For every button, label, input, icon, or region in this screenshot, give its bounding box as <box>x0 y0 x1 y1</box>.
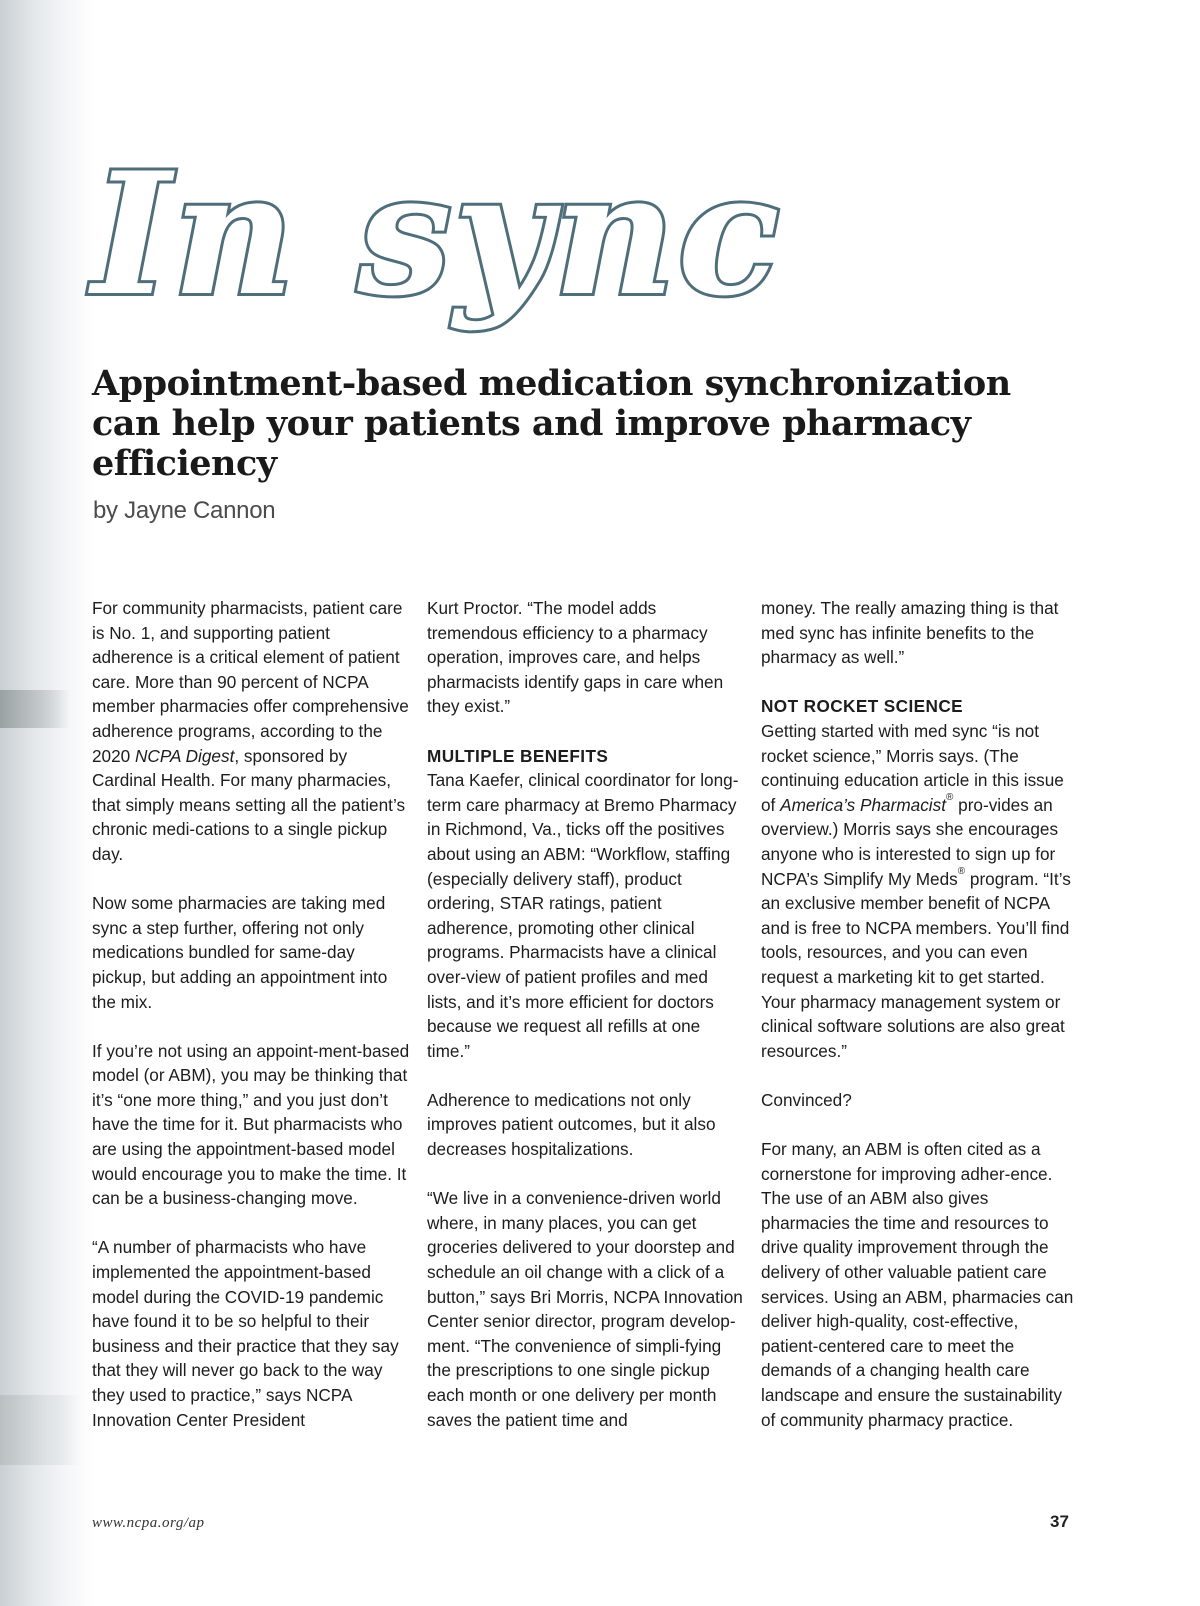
article-column-3 <box>761 596 1079 1457</box>
registered-mark: ® <box>945 791 954 803</box>
article-subtitle: Appointment-based medication synchronization can help your patients and improve pharmacy efficiency <box>92 363 1011 484</box>
publication-name: America’s Pharmacist <box>780 794 946 815</box>
article-title: In sync <box>92 135 782 333</box>
background-band <box>0 690 70 728</box>
paragraph-text: Tana Kaefer, clinical coordinator for long-term care pharmacy at Bremo Pharmacy in Richmond, Va., ticks off the positives about using an ABM: “Workflow, staffing (especially delivery staff), product ordering, STAR ratings, patient adherence, promoting other clinical programs. Pharmacists have a clinical over-view of patient profiles and med lists, and it’s more efficient for doctors because we request all refills at one time.” <box>427 770 739 1061</box>
registered-mark: ® <box>957 865 966 877</box>
paragraph-text: program. “It’s an exclusive member benefit of NCPA and is free to NCPA members. You’ll find tools, resources, and you can even request a marketing kit to get started. Your pharmacy management system or clinical software solutions are also great resources.” <box>761 868 1071 1061</box>
footer-url: www.ncpa.org/ap <box>92 1515 205 1531</box>
section <box>427 744 745 1064</box>
paragraph-text: pro-vides an overview.) Morris says she encourages anyone who is interested to sign up for NCPA’s Simplify My Meds <box>761 794 1059 889</box>
section <box>761 694 1079 1063</box>
background-band <box>0 1395 80 1465</box>
paragraph: “A number of pharmacists who have implemented the appointment-based model during the COVID-19 pandemic have found it to be so helpful to their business and their practice that they say that they will never go back to the way they used to practice,” says NCPA Innovation Center President <box>92 1237 399 1430</box>
paragraph-text: Getting started with med sync “is not rocket science,” Morris says. (The continuing education article in this issue of <box>761 720 1064 815</box>
section-heading: MULTIPLE BENEFITS <box>427 745 609 766</box>
section-heading: NOT ROCKET SCIENCE <box>761 696 964 717</box>
paragraph-text: For community pharmacists, patient care is No. 1, and supporting patient adherence is a critical element of patient care. More than 90 percent of NCPA member pharmacies offer comprehensive adherence programs, according to the 2020 <box>92 598 409 766</box>
paragraph: Adherence to medications not only improves patient outcomes, but it also decreases hospitalizations. <box>427 1089 716 1160</box>
paragraph: For many, an ABM is often cited as a cornerstone for improving adher-ence. The use of an ABM also gives pharmacies the time and resources to drive quality improvement through the delivery of other valuable patient care services. Using an ABM, pharmacies can deliver high-quality, cost-effective, patient-centered care to meet the demands of a changing health care landscape and ensure the sustainability of community pharmacy practice. <box>761 1139 1074 1430</box>
paragraph <box>92 596 410 867</box>
paragraph: If you’re not using an appoint-ment-based model (or ABM), you may be thinking that it’s “one more thing,” and you just don’t have the time for it. But pharmacists who are using the appointment-based model would encourage you to make the time. It can be a business-changing move. <box>92 1040 410 1209</box>
page-edge-shadow <box>0 0 95 1606</box>
paragraph-text: , sponsored by Cardinal Health. For many pharmacies, that simply means setting all the patient’s chronic medi-cations to a single pickup day. <box>92 745 406 864</box>
paragraph: Convinced? <box>761 1089 852 1110</box>
article-column-2 <box>427 596 745 1457</box>
byline: by Jayne Cannon <box>93 497 276 524</box>
paragraph: Now some pharmacies are taking med sync a step further, offering not only medications bundled for same-day pickup, but adding an appointment into the mix. <box>92 893 388 1012</box>
article-column-1 <box>92 596 410 1457</box>
paragraph: Kurt Proctor. “The model adds tremendous efficiency to a pharmacy operation, improves care, and helps pharmacists identify gaps in care when they exist.” <box>427 598 724 717</box>
paragraph: “We live in a convenience-driven world where, in many places, you can get groceries delivered to your doorstep and schedule an oil change with a click of a button,” says Bri Morris, NCPA Innovation Center senior director, program develop-ment. “The convenience of simpli-fying the prescriptions to one single pickup each month or one delivery per month saves the patient time and <box>427 1188 743 1430</box>
page-number: 37 <box>1050 1512 1069 1531</box>
publication-name: NCPA Digest <box>135 745 235 766</box>
paragraph: money. The really amazing thing is that med sync has infinite benefits to the pharmacy as well.” <box>761 598 1059 668</box>
